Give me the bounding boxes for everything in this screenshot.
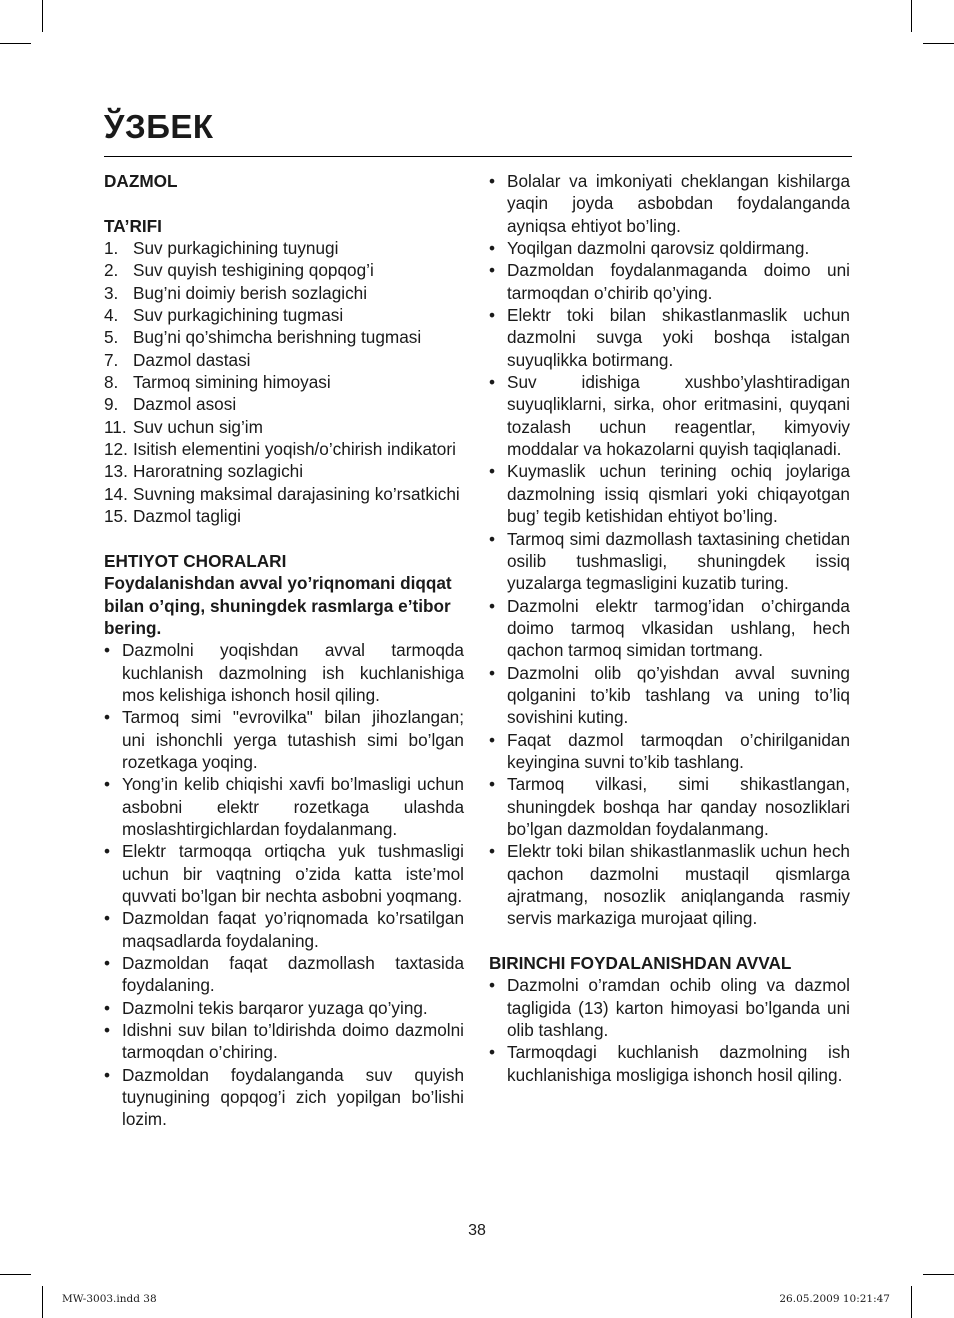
item-text: Dazmolni yoqishdan avval tarmoqda kuchlanish dazmolning ish kuchlanishiga mos kelishiga ishonch hosil qiling. [122, 640, 464, 705]
list-item [489, 528, 850, 595]
item-text: Suvning maksimal darajasining ko’rsatkichi [133, 483, 460, 504]
list-item [104, 706, 464, 773]
item-text: Dazmolni o’ramdan ochib oling va dazmol tagligida (13) karton himoyasi bo’lganda uni olib tashlang. [507, 975, 850, 1041]
crop-mark-top-right-horizontal [923, 43, 954, 44]
title-divider [104, 156, 852, 157]
item-number: 8. [104, 372, 119, 393]
safety-list-right [489, 170, 850, 930]
item-text: Elektr toki bilan shikastlanmaslik uchun hech qachon dazmolni mustaqil qismlarga ajratmang, nosozlik aniqlanganda rasmiy servis markaziga murojaat qiling. [507, 841, 850, 929]
item-text: Yoqilgan dazmolni qarovsiz qoldirmang. [507, 238, 810, 259]
bullet-icon: • [104, 1064, 111, 1085]
bullet-icon: • [489, 662, 496, 683]
item-text: Dazmoldan faqat yo’riqnomada ko’rsatilgan maqsadlarda foydalaning. [122, 908, 464, 951]
list-item [489, 662, 850, 729]
item-text: Yong’in kelib chiqishi xavfi bo’lmasligi uchun asbobni elektr rozetkaga ulashda moslashtirgichlardan foydalanmang. [122, 774, 464, 839]
list-item [104, 505, 464, 527]
bullet-icon: • [104, 953, 111, 974]
item-number: 2. [104, 260, 119, 281]
bullet-icon: • [489, 461, 496, 482]
list-item [104, 1019, 464, 1064]
item-number: 1. [104, 238, 119, 259]
crop-mark-bottom-right-vertical [911, 1286, 912, 1318]
right-column [489, 170, 850, 1086]
item-text: Bolalar va imkoniyati cheklangan kishilarga yaqin joyda asbobdan foydalanganda ayniqsa ehtiyot bo’ling. [507, 171, 850, 236]
list-item [489, 974, 850, 1041]
item-text: Bug’ni doimiy berish sozlagichi [133, 282, 368, 303]
list-item [104, 438, 464, 460]
bullet-icon: • [489, 1042, 496, 1063]
list-item [489, 237, 850, 259]
list-item [104, 416, 464, 438]
bullet-icon: • [104, 908, 111, 929]
item-number: 9. [104, 394, 119, 415]
page-title: ЎЗБЕК [104, 108, 214, 145]
list-item [489, 773, 850, 840]
item-text: Bug’ni qo’shimcha berishning tugmasi [133, 327, 422, 348]
item-text: Dazmol dastasi [133, 349, 251, 370]
list-item [104, 997, 464, 1019]
item-text: Dazmoldan foydalanmaganda doimo uni tarmoqdan o’chirib qo’ying. [507, 260, 850, 303]
bullet-icon: • [489, 774, 496, 795]
heading-birinchi: BIRINCHI FOYDALANISHDAN AVVAL [489, 953, 792, 974]
crop-mark-top-right-vertical [911, 0, 912, 32]
list-item [104, 326, 464, 348]
item-text: Dazmolni olib qo’yishdan avval suvning qolganini to’kib tashlang va uning to’liq sovishini kuting. [507, 662, 850, 728]
list-item [104, 237, 464, 259]
item-text: Faqat dazmol tarmoqdan o’chirilganidan keyingina suvni to’kib tashlang. [507, 729, 850, 772]
list-item [104, 393, 464, 415]
bullet-icon: • [489, 528, 496, 549]
heading-tarifi: TA’RIFI [104, 215, 162, 236]
list-item [104, 259, 464, 281]
list-item [489, 304, 850, 371]
item-text: Elektr tarmoqqa ortiqcha yuk tushmasligi uchun bir vaqtning o’zida katta iste’mol quvvati bo’lgan bir nechta asbobni yoqmang. [122, 841, 464, 906]
item-text: Elektr toki bilan shikastlanmaslik uchun dazmolni suvga yoki boshqa istalgan suyuqlikka botirmang. [507, 305, 850, 370]
item-number: 4. [104, 305, 119, 326]
footer-date-info: 26.05.2009 10:21:47 [779, 1293, 890, 1305]
item-number: 12. [104, 439, 128, 460]
list-item [104, 304, 464, 326]
item-number: 7. [104, 349, 119, 370]
list-item [104, 639, 464, 706]
item-text: Haroratning sozlagichi [133, 461, 304, 482]
item-text: Dazmol asosi [133, 394, 237, 415]
left-column [104, 170, 464, 1131]
item-text: Suv uchun sig’im [133, 416, 263, 437]
list-item [489, 595, 850, 662]
list-item [489, 460, 850, 527]
bullet-icon: • [104, 774, 111, 795]
list-item [489, 259, 850, 304]
bullet-icon: • [489, 729, 496, 750]
bullet-icon: • [489, 841, 496, 862]
bullet-icon: • [489, 238, 496, 259]
item-number: 13. [104, 461, 128, 482]
crop-mark-top-left-horizontal [0, 43, 31, 44]
list-item [489, 170, 850, 237]
item-text: Tarmoq vilkasi, simi shikastlangan, shuningdek boshqa har qanday nosozliklari bo’lgan dazmoldan foydalanmang. [507, 774, 850, 839]
bullet-icon: • [489, 171, 496, 191]
bullet-icon: • [489, 260, 496, 281]
crop-mark-bottom-left-vertical [42, 1286, 43, 1318]
list-item [489, 1041, 850, 1086]
item-text: Tarmoqdagi kuchlanish dazmolning ish kuchlanishiga mosligiga ishonch hosil qiling. [507, 1042, 850, 1085]
bullet-icon: • [104, 841, 111, 862]
bullet-icon: • [104, 707, 111, 728]
item-number: 11. [104, 416, 127, 437]
list-item [104, 282, 464, 304]
crop-mark-bottom-left-horizontal [0, 1274, 31, 1275]
list-item [489, 371, 850, 460]
first-use-list [489, 974, 850, 1086]
list-item [104, 483, 464, 505]
bullet-icon: • [489, 975, 496, 996]
bullet-icon: • [104, 997, 111, 1018]
item-text: Suv idishiga xushbo’ylashtiradigan suyuqliklarni, sirka, ohor eritmasini, quyqani tozalash uchun reagentlar, kimyoviy moddalar va hokazolarni quyish taqiqlanadi. [507, 372, 850, 460]
item-text: Tarmoq simining himoyasi [133, 372, 331, 393]
page-number: 38 [468, 1222, 486, 1239]
safety-list-left [104, 639, 464, 1131]
list-item [104, 773, 464, 840]
item-text: Suv purkagichining tugmasi [133, 305, 344, 326]
item-text: Tarmoq simi dazmollash taxtasining chetidan osilib tushmasligi, shuningdek issiq yuzalarga tegmasligini kuzatib turing. [507, 528, 850, 594]
item-number: 3. [104, 282, 119, 303]
item-number: 14. [104, 483, 128, 504]
item-text: Suv purkagichining tuynugi [133, 238, 339, 259]
item-text: Suv quyish teshigining qopqog’i [133, 260, 374, 281]
list-item [104, 952, 464, 997]
heading-dazmol: DAZMOL [104, 171, 178, 191]
bullet-icon: • [489, 595, 496, 616]
list-item [489, 729, 850, 774]
list-item [104, 1064, 464, 1131]
list-item [104, 907, 464, 952]
item-text: Idishni suv bilan to’ldirishda doimo dazmolni tarmoqdan o’chiring. [122, 1020, 464, 1063]
item-text: Dazmolni elektr tarmog’idan o’chirganda doimo tarmoq vlkasidan ushlang, hech qachon tarmoq simidan tortmang. [507, 595, 850, 661]
item-number: 15. [104, 506, 128, 527]
bullet-icon: • [104, 640, 111, 661]
heading-ehtiyot: EHTIYOT CHORALARI [104, 550, 287, 571]
bullet-icon: • [489, 372, 496, 393]
safety-intro: Foydalanishdan avval yo’riqnomani diqqat bilan o’qing, shuningdek rasmlarga e’tibor bering. [104, 573, 452, 638]
item-text: Kuymaslik uchun terining ochiq joylariga dazmolning issiq qismlari yoki chiqayotgan bug’ tegib ketishidan ehtiyot bo’ling. [507, 461, 850, 527]
item-text: Dazmol tagligi [133, 506, 241, 527]
list-item [104, 840, 464, 907]
crop-mark-top-left-vertical [42, 0, 43, 32]
list-item [104, 349, 464, 371]
item-text: Dazmoldan foydalanganda suv quyish tuynugining qopqog’i zich yopilgan bo’lishi lozim. [122, 1064, 464, 1130]
list-item [104, 460, 464, 482]
parts-list [104, 237, 464, 527]
item-number: 5. [104, 327, 119, 348]
crop-mark-bottom-right-horizontal [923, 1274, 954, 1275]
footer-file-info: MW-3003.indd 38 [62, 1293, 157, 1305]
item-text: Tarmoq simi "evrovilka" bilan jihozlangan; uni ishonchli yerga tutashish simi bo’lgan rozetkaga yoqing. [122, 707, 464, 772]
item-text: Isitish elementini yoqish/o’chirish indikatori [133, 439, 456, 460]
bullet-icon: • [489, 305, 496, 326]
list-item [489, 840, 850, 929]
item-text: Dazmolni tekis barqaror yuzaga qo’ying. [122, 997, 428, 1018]
item-text: Dazmoldan faqat dazmollash taxtasida foydalaning. [122, 953, 464, 996]
list-item [104, 371, 464, 393]
bullet-icon: • [104, 1020, 111, 1041]
